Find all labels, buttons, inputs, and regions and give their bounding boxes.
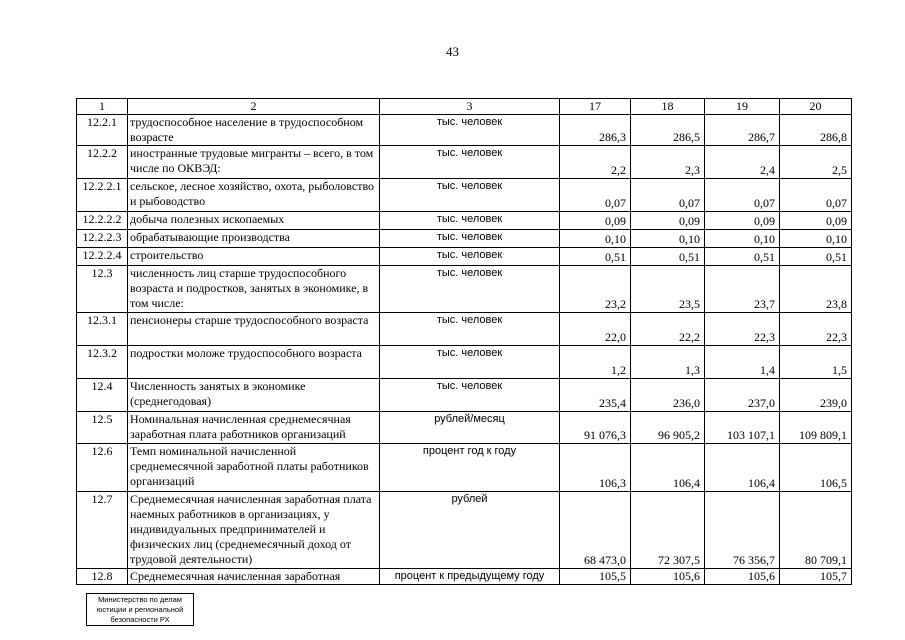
value-col18-cell: 72 307,5 — [631, 492, 705, 569]
indicator-name-cell: пенсионеры старше трудоспособного возраста — [128, 313, 380, 346]
row-number-cell: 12.6 — [77, 444, 128, 492]
value-col19-cell: 22,3 — [705, 313, 780, 346]
value-col17-cell: 235,4 — [560, 379, 631, 412]
value-col17-cell: 91 076,3 — [560, 412, 631, 444]
value-col18-cell: 0,07 — [631, 179, 705, 212]
row-number-cell: 12.2.2 — [77, 146, 128, 179]
value-col17-cell: 2,2 — [560, 146, 631, 179]
page-number: 43 — [446, 44, 459, 59]
table-body — [77, 115, 852, 585]
unit-cell: тыс. человек — [380, 346, 560, 379]
indicator-name-cell: добыча полезных ископаемых — [128, 212, 380, 230]
value-col17-cell: 0,51 — [560, 248, 631, 266]
value-col18-cell: 236,0 — [631, 379, 705, 412]
value-col20-cell: 0,09 — [780, 212, 852, 230]
value-col19-cell: 76 356,7 — [705, 492, 780, 569]
unit-cell: процент год к году — [380, 444, 560, 492]
value-col20-cell: 1,5 — [780, 346, 852, 379]
row-number-cell: 12.5 — [77, 412, 128, 444]
value-col19-cell: 0,07 — [705, 179, 780, 212]
value-col17-cell: 105,5 — [560, 569, 631, 585]
value-col18-cell: 286,5 — [631, 115, 705, 146]
indicator-name-cell: Среднемесячная начисленная заработная плата наемных работников в организациях, у индивидуальных предпринимателей и физических лиц (среднемесячный доход от трудовой деятельности) — [128, 492, 380, 569]
stamp-line: безопасности РХ — [110, 615, 170, 624]
value-col19-cell: 105,6 — [705, 569, 780, 585]
table-row — [77, 212, 852, 230]
indicator-name-cell: Численность занятых в экономике (среднегодовая) — [128, 379, 380, 412]
row-number-cell: 12.2.2.3 — [77, 230, 128, 248]
value-col20-cell: 0,07 — [780, 179, 852, 212]
value-col19-cell: 106,4 — [705, 444, 780, 492]
header-cell-col3: 3 — [380, 99, 560, 115]
table-row — [77, 492, 852, 569]
table-row — [77, 179, 852, 212]
value-col19-cell: 0,09 — [705, 212, 780, 230]
unit-cell: тыс. человек — [380, 266, 560, 313]
indicator-name-cell: сельское, лесное хозяйство, охота, рыболовство и рыбоводство — [128, 179, 380, 212]
table-row — [77, 146, 852, 179]
table-row — [77, 248, 852, 266]
value-col20-cell: 106,5 — [780, 444, 852, 492]
value-col20-cell: 105,7 — [780, 569, 852, 585]
value-col18-cell: 96 905,2 — [631, 412, 705, 444]
ministry-stamp — [86, 593, 194, 626]
value-col18-cell: 106,4 — [631, 444, 705, 492]
table-row — [77, 230, 852, 248]
value-col17-cell: 68 473,0 — [560, 492, 631, 569]
header-cell-col20: 20 — [780, 99, 852, 115]
value-col19-cell: 103 107,1 — [705, 412, 780, 444]
value-col20-cell: 80 709,1 — [780, 492, 852, 569]
value-col17-cell: 23,2 — [560, 266, 631, 313]
unit-cell: тыс. человек — [380, 230, 560, 248]
value-col18-cell: 0,09 — [631, 212, 705, 230]
value-col20-cell: 0,51 — [780, 248, 852, 266]
value-col17-cell: 0,07 — [560, 179, 631, 212]
table-row — [77, 569, 852, 585]
row-number-cell: 12.4 — [77, 379, 128, 412]
unit-cell: тыс. человек — [380, 379, 560, 412]
row-number-cell: 12.2.2.2 — [77, 212, 128, 230]
unit-cell: тыс. человек — [380, 115, 560, 146]
unit-cell: рублей — [380, 492, 560, 569]
table-row — [77, 346, 852, 379]
unit-cell: тыс. человек — [380, 248, 560, 266]
value-col18-cell: 2,3 — [631, 146, 705, 179]
row-number-cell: 12.3 — [77, 266, 128, 313]
table-row — [77, 412, 852, 444]
row-number-cell: 12.3.2 — [77, 346, 128, 379]
value-col20-cell: 22,3 — [780, 313, 852, 346]
value-col18-cell: 0,10 — [631, 230, 705, 248]
value-col20-cell: 2,5 — [780, 146, 852, 179]
unit-cell: процент к предыдущему году — [380, 569, 560, 585]
row-number-cell: 12.3.1 — [77, 313, 128, 346]
table-row — [77, 266, 852, 313]
data-table — [76, 98, 852, 585]
indicator-name-cell: строительство — [128, 248, 380, 266]
value-col17-cell: 1,2 — [560, 346, 631, 379]
header-cell-col17: 17 — [560, 99, 631, 115]
table-row — [77, 313, 852, 346]
value-col17-cell: 22,0 — [560, 313, 631, 346]
value-col19-cell: 1,4 — [705, 346, 780, 379]
indicator-name-cell: трудоспособное население в трудоспособном возрасте — [128, 115, 380, 146]
indicator-name-cell: численность лиц старше трудоспособного возраста и подростков, занятых в экономике, в том числе: — [128, 266, 380, 313]
value-col17-cell: 0,10 — [560, 230, 631, 248]
table-header-row — [77, 99, 852, 115]
value-col19-cell: 237,0 — [705, 379, 780, 412]
header-cell-col18: 18 — [631, 99, 705, 115]
value-col20-cell: 23,8 — [780, 266, 852, 313]
row-number-cell: 12.8 — [77, 569, 128, 585]
table-row — [77, 115, 852, 146]
indicator-name-cell: Номинальная начисленная среднемесячная заработная плата работников организаций — [128, 412, 380, 444]
value-col18-cell: 23,5 — [631, 266, 705, 313]
value-col18-cell: 1,3 — [631, 346, 705, 379]
indicator-name-cell: иностранные трудовые мигранты – всего, в том числе по ОКВЭД: — [128, 146, 380, 179]
indicator-name-cell: Среднемесячная начисленная заработная — [128, 569, 380, 585]
value-col20-cell: 286,8 — [780, 115, 852, 146]
value-col17-cell: 286,3 — [560, 115, 631, 146]
value-col19-cell: 23,7 — [705, 266, 780, 313]
unit-cell: рублей/месяц — [380, 412, 560, 444]
value-col18-cell: 22,2 — [631, 313, 705, 346]
row-number-cell: 12.2.1 — [77, 115, 128, 146]
unit-cell: тыс. человек — [380, 212, 560, 230]
indicator-name-cell: обрабатывающие производства — [128, 230, 380, 248]
table-row — [77, 444, 852, 492]
unit-cell: тыс. человек — [380, 146, 560, 179]
row-number-cell: 12.7 — [77, 492, 128, 569]
header-cell-col19: 19 — [705, 99, 780, 115]
row-number-cell: 12.2.2.1 — [77, 179, 128, 212]
header-cell-col1: 1 — [77, 99, 128, 115]
table-row — [77, 379, 852, 412]
value-col17-cell: 0,09 — [560, 212, 631, 230]
row-number-cell: 12.2.2.4 — [77, 248, 128, 266]
indicator-name-cell: Темп номинальной начисленной среднемесячной заработной платы работников организаций — [128, 444, 380, 492]
value-col19-cell: 0,10 — [705, 230, 780, 248]
value-col20-cell: 239,0 — [780, 379, 852, 412]
value-col18-cell: 0,51 — [631, 248, 705, 266]
value-col17-cell: 106,3 — [560, 444, 631, 492]
value-col20-cell: 0,10 — [780, 230, 852, 248]
value-col20-cell: 109 809,1 — [780, 412, 852, 444]
value-col19-cell: 0,51 — [705, 248, 780, 266]
value-col19-cell: 286,7 — [705, 115, 780, 146]
unit-cell: тыс. человек — [380, 179, 560, 212]
stamp-line: Министерство по делам — [98, 595, 182, 604]
unit-cell: тыс. человек — [380, 313, 560, 346]
stamp-line: юстиции и региональной — [96, 605, 184, 614]
header-cell-col2: 2 — [128, 99, 380, 115]
indicator-name-cell: подростки моложе трудоспособного возраста — [128, 346, 380, 379]
value-col18-cell: 105,6 — [631, 569, 705, 585]
value-col19-cell: 2,4 — [705, 146, 780, 179]
